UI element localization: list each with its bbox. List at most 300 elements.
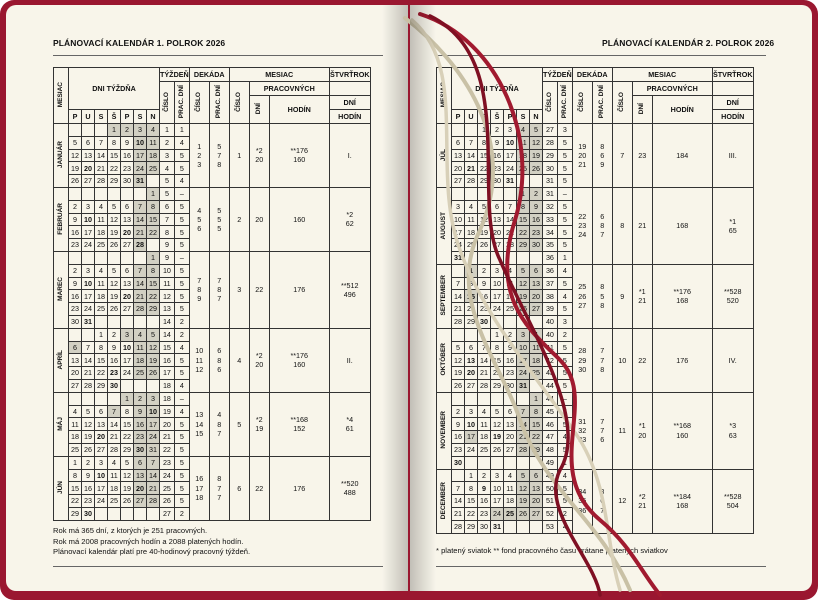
decade-numbers <box>189 456 209 520</box>
day-cell: 17 <box>517 354 530 367</box>
day-cell <box>478 328 491 341</box>
day-cell: 16 <box>134 418 147 431</box>
day-cell: 1 <box>69 456 82 469</box>
value-line: *3 <box>729 421 737 431</box>
day-cell: 8 <box>478 136 491 149</box>
col-header-mesiac-group: MESIAC <box>229 68 329 82</box>
week-work-days: 2 <box>174 328 189 341</box>
day-cell: 21 <box>517 431 530 444</box>
month-name <box>437 187 452 264</box>
day-cell: 26 <box>530 162 543 175</box>
value-line: 488 <box>343 488 356 498</box>
value-line: *2 <box>255 146 263 156</box>
day-cell: 18 <box>517 149 530 162</box>
day-cell: 23 <box>121 162 134 175</box>
day-cell: 7 <box>95 136 108 149</box>
month-work-hours <box>652 264 712 328</box>
day-cell: 4 <box>530 328 543 341</box>
day-cell: 17 <box>491 495 504 508</box>
month-name-text: DECEMBER <box>439 481 447 519</box>
value-line: II. <box>346 355 353 365</box>
decade-days: 7 <box>600 355 605 365</box>
day-cell: 11 <box>530 341 543 354</box>
day-cell: 28 <box>517 443 530 456</box>
value-line: 21 <box>638 501 647 510</box>
day-cell <box>478 392 491 405</box>
decade-days: 6 <box>600 435 605 445</box>
decade-number: 24 <box>578 230 587 240</box>
month-work-days <box>249 328 269 392</box>
day-cell: 7 <box>465 136 478 149</box>
day-cell: 28 <box>465 175 478 188</box>
day-cell: 16 <box>108 354 121 367</box>
quarter-summary <box>712 392 753 469</box>
month-number: 9 <box>612 264 632 328</box>
day-cell: 19 <box>147 354 160 367</box>
week-work-days: 5 <box>557 418 572 431</box>
day-cell: 2 <box>82 456 95 469</box>
week-work-days: 5 <box>557 303 572 316</box>
value-line: 20 <box>638 430 647 440</box>
decade-numbers <box>572 124 592 188</box>
day-cell <box>452 264 465 277</box>
week-work-days: 5 <box>557 200 572 213</box>
value-line: 21 <box>638 296 647 306</box>
value-line: 160 <box>293 214 306 224</box>
week-work-days: 4 <box>557 520 572 533</box>
day-cell <box>530 251 543 264</box>
day-cell: 31 <box>491 520 504 533</box>
day-cell <box>530 379 543 392</box>
day-cell: 9 <box>504 341 517 354</box>
week-number: 26 <box>160 495 175 508</box>
month-work-hours <box>652 328 712 392</box>
col-header-cislo-text: ČÍSLO <box>618 91 625 112</box>
week-work-days: 2 <box>174 507 189 520</box>
decade-number: 9 <box>197 294 202 304</box>
col-header-mesiac-group: MESIAC <box>612 68 712 82</box>
day-cell: 12 <box>491 418 504 431</box>
day-cell: 11 <box>517 136 530 149</box>
value-line: *2 <box>346 210 354 220</box>
col-header-dni-tyzdna: DNI TÝŽDŇA <box>69 68 160 110</box>
week-number: 31 <box>543 175 558 188</box>
decade-work-days <box>592 124 612 188</box>
decade-work-days <box>592 392 612 469</box>
day-cell: 24 <box>491 507 504 520</box>
month-number: 2 <box>229 187 249 251</box>
week-number: 27 <box>160 507 175 520</box>
value-line: 168 <box>676 501 689 510</box>
day-cell: 9 <box>69 277 82 290</box>
day-cell: 10 <box>504 136 517 149</box>
day-cell: 21 <box>452 303 465 316</box>
week-number: 45 <box>543 405 558 418</box>
day-cell: 29 <box>108 175 121 188</box>
day-cell <box>504 251 517 264</box>
week-work-days: 5 <box>174 303 189 316</box>
day-cell: 4 <box>95 200 108 213</box>
day-cell: 11 <box>504 482 517 495</box>
day-cell: 19 <box>478 226 491 239</box>
day-cell: 14 <box>147 469 160 482</box>
decade-days: 8 <box>600 141 605 151</box>
day-cell: 28 <box>504 239 517 252</box>
quarter-summary <box>329 187 370 251</box>
day-cell: 15 <box>517 213 530 226</box>
day-cell <box>108 315 121 328</box>
week-number: 7 <box>160 213 175 226</box>
day-cell: 27 <box>452 175 465 188</box>
day-cell: 28 <box>134 239 147 252</box>
day-cell <box>108 392 121 405</box>
week-work-days: 5 <box>557 443 572 456</box>
day-cell <box>95 315 108 328</box>
day-cell <box>491 251 504 264</box>
day-cell: 27 <box>121 303 134 316</box>
day-cell: 1 <box>478 124 491 137</box>
day-cell: 10 <box>465 418 478 431</box>
day-cell: 17 <box>82 226 95 239</box>
day-cell: 20 <box>504 431 517 444</box>
decade-number: 5 <box>197 214 202 224</box>
decade-days: 8 <box>217 160 222 170</box>
value-line: 22 <box>255 483 264 493</box>
month-number: 12 <box>612 469 632 533</box>
day-cell: 28 <box>478 379 491 392</box>
decade-work-days <box>209 124 229 188</box>
month-name-text: NOVEMBER <box>439 411 447 449</box>
day-cell <box>121 251 134 264</box>
day-cell: 30 <box>69 315 82 328</box>
day-cell: 25 <box>69 443 82 456</box>
month-work-days <box>249 187 269 251</box>
week-work-days: 5 <box>174 213 189 226</box>
day-cell: 5 <box>517 264 530 277</box>
value-line: 20 <box>255 360 264 370</box>
weekday-header: S <box>517 110 530 124</box>
week-row <box>437 124 754 137</box>
week-number: 9 <box>160 239 175 252</box>
col-header-tyzden: TÝŽDEŇ <box>160 68 190 82</box>
day-cell <box>134 251 147 264</box>
day-cell: 18 <box>69 431 82 444</box>
day-cell: 31 <box>517 379 530 392</box>
day-cell: 16 <box>504 354 517 367</box>
decade-number: 22 <box>578 212 587 222</box>
day-cell <box>121 379 134 392</box>
day-cell: 3 <box>147 392 160 405</box>
week-work-days: 5 <box>174 162 189 175</box>
week-work-days: 5 <box>557 354 572 367</box>
week-work-days: 5 <box>557 136 572 149</box>
day-cell: 11 <box>147 136 160 149</box>
week-work-days: 2 <box>557 507 572 520</box>
decade-days: 7 <box>600 416 605 426</box>
day-cell: 16 <box>82 482 95 495</box>
day-cell: 2 <box>134 392 147 405</box>
day-cell: 7 <box>504 200 517 213</box>
col-header-prac-dni-text: PRAC. DNÍ <box>560 85 568 119</box>
quarter-summary <box>329 456 370 520</box>
day-cell: 21 <box>465 162 478 175</box>
decade-number: 8 <box>197 285 202 295</box>
day-cell <box>147 507 160 520</box>
day-cell <box>134 379 147 392</box>
day-cell: 29 <box>95 379 108 392</box>
decade-work-days <box>592 264 612 328</box>
day-cell: 7 <box>134 264 147 277</box>
day-cell: 6 <box>452 136 465 149</box>
month-work-hours <box>269 187 329 251</box>
week-number: 35 <box>543 239 558 252</box>
decade-days: 5 <box>217 214 222 224</box>
decade-days: 7 <box>217 483 222 493</box>
week-row <box>437 187 754 200</box>
day-cell: 10 <box>452 213 465 226</box>
value-line: III. <box>728 150 737 160</box>
col-header-dni-text: DNÍ <box>638 103 645 115</box>
decade-number: 17 <box>195 483 204 493</box>
col-header-cislo <box>572 82 592 124</box>
day-cell <box>491 456 504 469</box>
col-header-prac-dni <box>209 82 229 124</box>
day-cell: 26 <box>517 507 530 520</box>
day-cell: 22 <box>517 226 530 239</box>
decade-number: 31 <box>578 416 587 426</box>
week-number: 34 <box>543 226 558 239</box>
day-cell <box>465 124 478 137</box>
day-cell: 7 <box>478 341 491 354</box>
month-work-hours <box>652 469 712 533</box>
month-work-days <box>632 328 652 392</box>
day-cell: 4 <box>134 328 147 341</box>
col-header-dni <box>249 96 269 124</box>
day-cell: 2 <box>452 405 465 418</box>
day-cell: 14 <box>517 418 530 431</box>
week-row <box>437 328 754 341</box>
day-cell: 26 <box>108 303 121 316</box>
decade-numbers <box>189 328 209 392</box>
day-cell: 20 <box>134 482 147 495</box>
day-cell: 16 <box>452 431 465 444</box>
decade-number: 19 <box>578 141 587 151</box>
day-cell: 30 <box>452 456 465 469</box>
decade-days: 4 <box>217 410 222 420</box>
day-cell: 22 <box>108 162 121 175</box>
day-cell: 30 <box>504 379 517 392</box>
day-cell: 20 <box>121 226 134 239</box>
value-line: I. <box>347 150 352 160</box>
day-cell <box>108 251 121 264</box>
day-cell: 16 <box>530 213 543 226</box>
value-line: *1 <box>729 216 737 226</box>
month-name <box>54 187 69 251</box>
day-cell: 29 <box>465 315 478 328</box>
day-cell: 15 <box>108 149 121 162</box>
day-cell <box>147 379 160 392</box>
day-cell <box>465 328 478 341</box>
day-cell <box>530 175 543 188</box>
day-cell: 20 <box>452 162 465 175</box>
week-work-days: 5 <box>174 200 189 213</box>
day-cell <box>517 251 530 264</box>
day-cell: 25 <box>504 303 517 316</box>
month-name-text: AUGUST <box>439 211 447 239</box>
day-cell: 8 <box>147 264 160 277</box>
day-cell: 14 <box>452 290 465 303</box>
week-work-days: 5 <box>557 405 572 418</box>
week-work-days: 5 <box>174 469 189 482</box>
day-cell <box>95 124 108 137</box>
day-cell: 26 <box>147 367 160 380</box>
day-cell: 26 <box>121 495 134 508</box>
col-header-pracovnych: PRACOVNÝCH <box>632 82 712 96</box>
day-cell: 3 <box>504 124 517 137</box>
week-work-days: 4 <box>174 175 189 188</box>
day-cell: 6 <box>95 405 108 418</box>
month-work-hours <box>269 392 329 456</box>
day-cell: 5 <box>108 264 121 277</box>
day-cell: 15 <box>530 418 543 431</box>
day-cell <box>465 251 478 264</box>
day-cell: 13 <box>82 149 95 162</box>
day-cell: 12 <box>121 469 134 482</box>
day-cell <box>134 187 147 200</box>
day-cell: 17 <box>95 482 108 495</box>
day-cell: 24 <box>452 239 465 252</box>
day-cell: 27 <box>69 379 82 392</box>
week-number: 22 <box>160 443 175 456</box>
month-number: 10 <box>612 328 632 392</box>
day-cell: 5 <box>452 341 465 354</box>
year-notes <box>53 526 250 558</box>
week-work-days: – <box>174 187 189 200</box>
week-work-days: 5 <box>174 239 189 252</box>
day-cell: 26 <box>491 443 504 456</box>
day-cell: 28 <box>108 443 121 456</box>
day-cell: 3 <box>452 200 465 213</box>
day-cell: 27 <box>465 379 478 392</box>
decade-work-days <box>209 456 229 520</box>
week-number: 11 <box>160 277 175 290</box>
day-cell: 2 <box>478 469 491 482</box>
day-cell <box>69 251 82 264</box>
day-cell: 22 <box>95 367 108 380</box>
day-cell: 27 <box>530 303 543 316</box>
day-cell: 30 <box>121 175 134 188</box>
decade-numbers <box>189 187 209 251</box>
decade-number: 36 <box>578 505 587 515</box>
week-number: 4 <box>160 162 175 175</box>
col-header-prac-dni-text: PRAC. DNÍ <box>598 85 605 119</box>
week-number: 6 <box>160 200 175 213</box>
day-cell: 8 <box>147 200 160 213</box>
decade-number: 4 <box>197 205 202 215</box>
week-number: 10 <box>160 264 175 277</box>
value-line: **528 <box>723 491 742 501</box>
decade-number: 29 <box>578 355 587 365</box>
day-cell: 8 <box>108 136 121 149</box>
col-header-dni-short: DNÍ <box>329 96 370 110</box>
day-cell: 2 <box>504 328 517 341</box>
day-cell: 4 <box>517 124 530 137</box>
week-work-days: 4 <box>174 136 189 149</box>
day-cell: 2 <box>530 187 543 200</box>
month-name <box>54 392 69 456</box>
day-cell: 5 <box>517 469 530 482</box>
decade-days: 8 <box>217 355 222 365</box>
day-cell: 4 <box>108 456 121 469</box>
weekday-header: Š <box>108 110 121 124</box>
day-cell: 28 <box>452 520 465 533</box>
col-header-prac-dni <box>174 82 189 124</box>
note-line: Rok má 2008 pracovných hodín a 2088 platených hodín. <box>53 536 244 546</box>
week-work-days: 5 <box>174 149 189 162</box>
col-header-cislo-text: ČÍSLO <box>235 91 242 112</box>
day-cell: 19 <box>82 431 95 444</box>
decade-days: 6 <box>217 364 222 374</box>
decade-days: 5 <box>600 291 605 301</box>
value-line: 21 <box>638 221 647 231</box>
week-work-days: 5 <box>557 162 572 175</box>
value-line: *1 <box>638 421 646 431</box>
day-cell: 3 <box>465 405 478 418</box>
day-cell: 12 <box>530 136 543 149</box>
weekday-header: P <box>504 110 517 124</box>
week-work-days: 5 <box>174 418 189 431</box>
day-cell: 20 <box>465 367 478 380</box>
day-cell <box>452 469 465 482</box>
week-number: 43 <box>543 367 558 380</box>
decade-work-days <box>592 328 612 392</box>
day-cell: 28 <box>95 175 108 188</box>
month-name <box>437 392 452 469</box>
week-number: 24 <box>160 469 175 482</box>
day-cell: 23 <box>69 303 82 316</box>
day-cell: 6 <box>504 405 517 418</box>
day-cell: 19 <box>121 482 134 495</box>
day-cell: 3 <box>491 264 504 277</box>
day-cell: 28 <box>82 379 95 392</box>
week-number: 2 <box>160 136 175 149</box>
day-cell: 8 <box>491 341 504 354</box>
week-number: 16 <box>160 354 175 367</box>
week-number: 14 <box>160 315 175 328</box>
month-name-text: FEBRUÁR <box>56 202 64 235</box>
day-cell: 13 <box>69 354 82 367</box>
day-cell: 19 <box>452 367 465 380</box>
day-cell: 4 <box>69 405 82 418</box>
decade-days: 8 <box>600 364 605 374</box>
day-cell <box>121 315 134 328</box>
quarter-summary <box>712 264 753 328</box>
day-cell: 23 <box>69 239 82 252</box>
day-cell <box>82 251 95 264</box>
day-cell: 12 <box>82 418 95 431</box>
month-work-days <box>632 187 652 264</box>
day-cell: 21 <box>452 507 465 520</box>
day-cell <box>82 124 95 137</box>
decade-days: 5 <box>217 224 222 234</box>
value-line: **528 <box>723 287 742 297</box>
day-cell: 6 <box>121 264 134 277</box>
day-cell: 14 <box>504 213 517 226</box>
day-cell <box>491 392 504 405</box>
weekday-header: U <box>82 110 95 124</box>
week-number: 38 <box>543 290 558 303</box>
day-cell: 8 <box>530 405 543 418</box>
